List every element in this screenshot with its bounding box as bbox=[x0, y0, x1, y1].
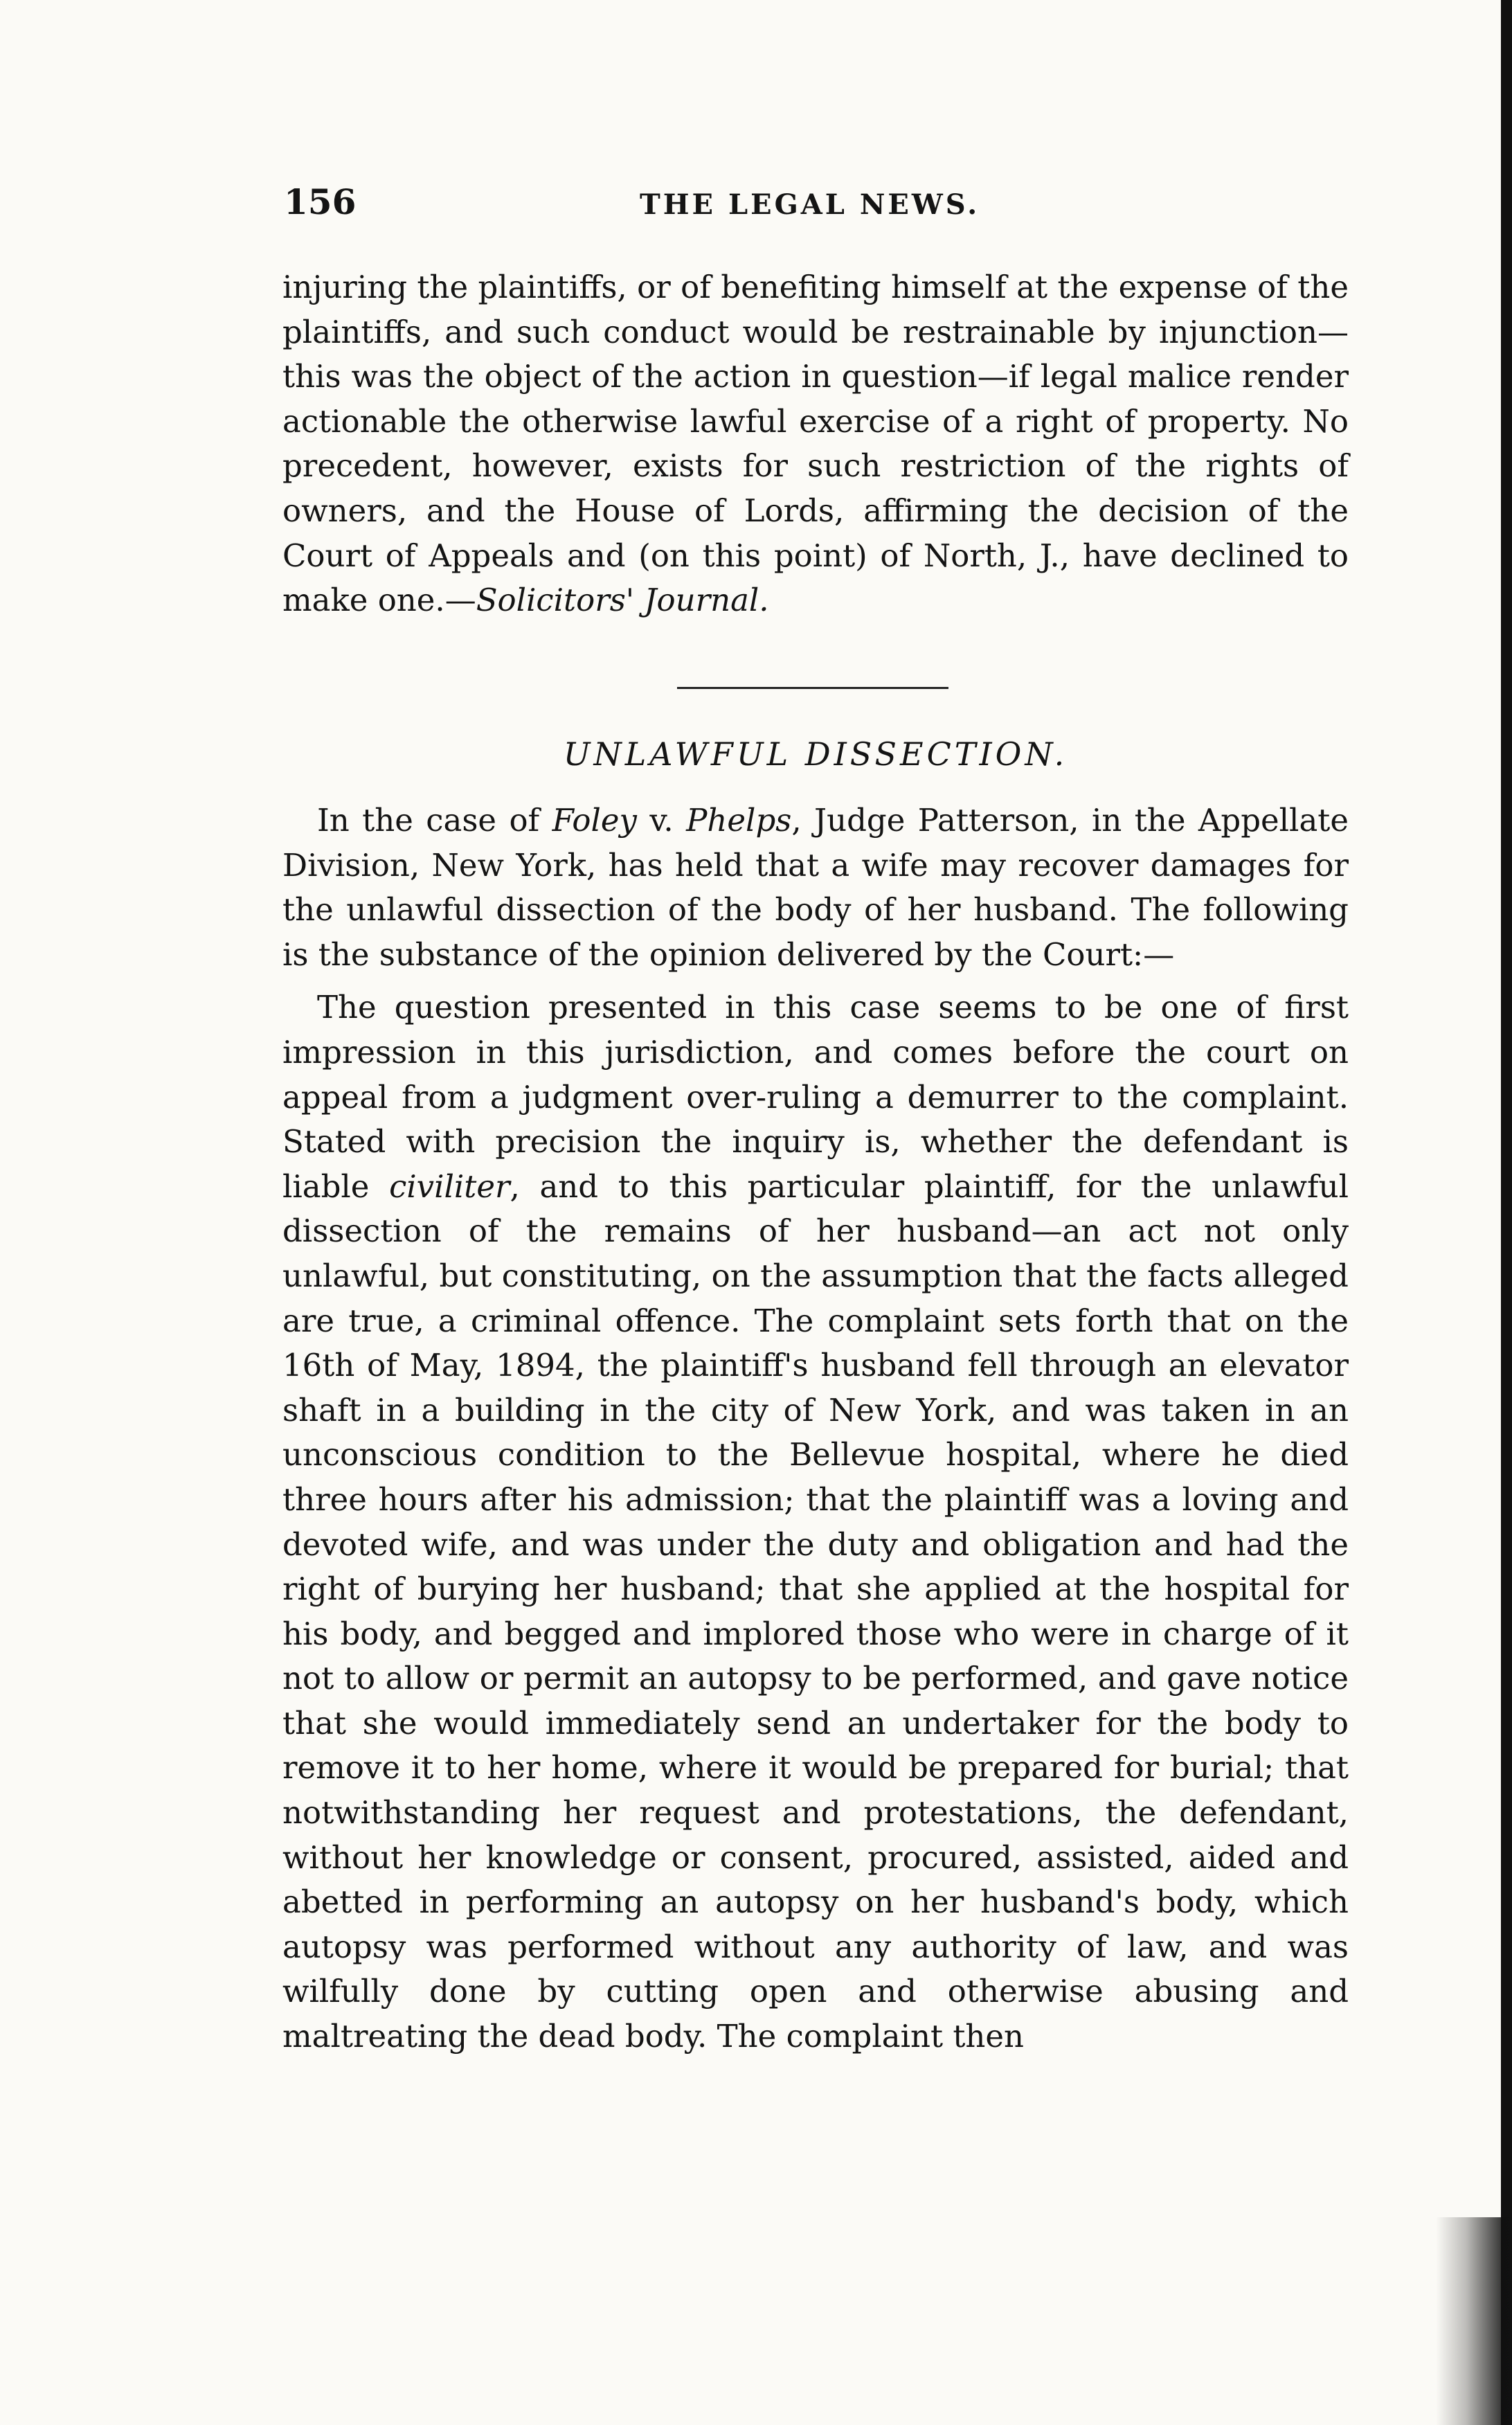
source-citation: Solicitors' Journal. bbox=[476, 582, 769, 619]
section-title: UNLAWFUL DISSECTION. bbox=[563, 735, 1068, 773]
article-body bbox=[282, 798, 1349, 2059]
paragraph-text: injuring the plaintiffs, or of benefiting himself at the expense of the plaintiffs, and such conduct would be restrainable by injunction—this was the object of the action in question—if legal malice render actionable the otherwise lawful exercise of a right of property. No precedent, however, exists for such restriction of the rights of owners, and the House of Lords, affirming the decision of the Court of Appeals and (on this point) of North, J., have declined to make one.— bbox=[282, 269, 1349, 619]
intro-text-2: v. bbox=[636, 802, 687, 839]
latin-term: civiliter bbox=[389, 1167, 510, 1205]
running-head: THE LEGAL NEWS. bbox=[640, 188, 980, 221]
continued-paragraph bbox=[282, 265, 1349, 623]
book-spine-shadow bbox=[1501, 0, 1512, 2425]
opinion-text-2: , and to this particular plaintiff, for the unlawful dissection of the remains of her husband—an act not only unlawful, but constituting, on the assumption that the facts alleged are true, a criminal offence. The complaint sets forth that on the 16th of May, 1894, the plaintiff's husband fell through an elevator shaft in a building in the city of New York, and was taken in an unconscious condition to the Bellevue hospital, where he died three hours after his admission; that the plaintiff was a loving and devoted wife, and was under the duty and obligation and had the right of burying her husband; that she applied at the hospital for his body, and begged and implored those who were in charge of it not to allow or permit an autopsy to be performed, and gave notice that she would immediately send an undertaker for the body to remove it to her home, where it would be prepared for burial; that notwithstanding her request and protestations, the defendant, without her knowledge or consent, procured, assisted, aided and abetted in performing an autopsy on her husband's body, which autopsy was performed without any authority of law, and was wilfully done by cutting open and otherwise abusing and maltreating the dead body. The complaint then bbox=[282, 1167, 1349, 2055]
page-header bbox=[284, 181, 1350, 237]
case-name-plaintiff: Foley bbox=[552, 802, 637, 839]
section-divider bbox=[677, 687, 948, 689]
paragraph bbox=[282, 265, 1349, 623]
opinion-paragraph bbox=[282, 985, 1349, 2059]
book-spine-shadow-bottom bbox=[1436, 2217, 1512, 2425]
case-name-defendant: Phelps bbox=[686, 802, 792, 839]
intro-text-1: In the case of bbox=[317, 802, 552, 839]
opinion-text-1: The question presented in this case seems to be one of first impression in this jurisdiction, and comes before the court on appeal from a judgment over-ruling a demurrer to the complaint. Stated with precision the inquiry is, whether the defendant is liable bbox=[282, 989, 1349, 1205]
page-number: 156 bbox=[284, 181, 357, 222]
intro-text-3: , Judge Patterson, in the Appellate Division, New York, has held that a wife may recover damages for the unlawful dissection of the body of her husband. The following is the substance of the opinion delivered by the Court:— bbox=[282, 802, 1349, 973]
intro-paragraph bbox=[282, 798, 1349, 977]
